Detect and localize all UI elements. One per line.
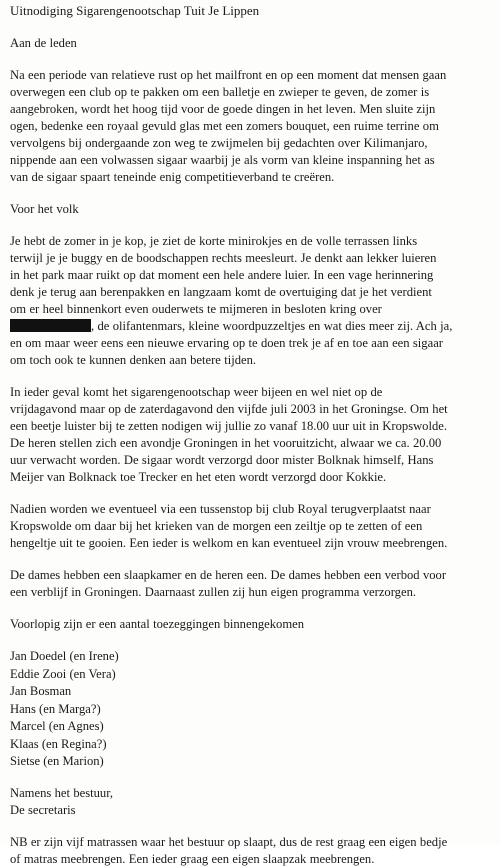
text-line: denk je terug aan berenpakken en langzaam komt de overtuiging dat je het verdient xyxy=(10,285,432,299)
meeting-paragraph xyxy=(10,384,490,486)
list-item: Sietse (en Marion) xyxy=(10,754,104,768)
letter-title: Uitnodiging Sigarengenootschap Tuit Je Lippen xyxy=(10,3,260,18)
text-line: en om maar weer eens een nieuwe ervaring op te doen trek je af en toe aan een sigaar xyxy=(10,336,443,350)
text-line: NB er zijn vijf matrassen waar het bestuur op slaapt, dus de rest graag een eigen bedje xyxy=(10,834,448,849)
text-line: een beetje luister bij te zetten nodigen wij jullie zo vanaf 18.00 uur uit in Kropswolde. xyxy=(10,419,448,433)
redaction-block xyxy=(10,319,91,332)
afterwards-paragraph xyxy=(10,501,490,552)
attendee-list xyxy=(10,648,490,771)
text-line-with-redaction xyxy=(10,318,490,335)
text-line: In ieder geval komt het sigarengenootschap weer bijeen en wel niet op de xyxy=(10,385,383,399)
signature-line: De secretaris xyxy=(10,802,76,817)
text-line: overwegen een club op te pakken om een balletje en zwieper te geven, de zomer is xyxy=(10,85,430,99)
text-line: van de sigaar spaart teneinde enig competitieverband te creëren. xyxy=(10,170,335,184)
text-line: nippende aan een volwassen sigaar waarbij je als vorm van kleine inspanning het as xyxy=(10,153,435,167)
text-line: Je hebt de zomer in je kop, je ziet de korte minirokjes en de volle terrassen links xyxy=(10,234,418,248)
text-line: Na een periode van relatieve rust op het mailfront en op een moment dat mensen gaan xyxy=(10,68,447,82)
text-line: in het park maar ruikt op dat moment een hele andere luier. In een vage herinnering xyxy=(10,268,434,282)
list-item: Jan Doedel (en Irene) xyxy=(10,649,119,663)
text-line: De heren stellen zich een avondje Groningen in het vooruitzicht, alwaar we ca. 20.00 xyxy=(10,436,442,450)
text-line: om er heel binnenkort even ouderwets te mijmeren in besloten kring over xyxy=(10,302,382,316)
text-line: vervolgens bij ondergaande zon weg te zwijmelen bij gedachten over Kilimanjaro, xyxy=(10,136,428,150)
text-line: Kropswolde om daar bij het krieken van de morgen een zeiltje op te zetten of een xyxy=(10,519,423,533)
section-heading: Voor het volk xyxy=(10,202,79,216)
list-item: Klaas (en Regina?) xyxy=(10,736,107,751)
commitments-intro: Voorlopig zijn er een aantal toezeggingen binnengekomen xyxy=(10,617,305,631)
ladies-paragraph xyxy=(10,567,490,601)
intro-paragraph xyxy=(10,67,490,186)
text-line: hengeltje uit te gooien. Een ieder is welkom en kan eventueel zijn vrouw meebrengen. xyxy=(10,536,448,550)
salutation: Aan de leden xyxy=(10,36,77,50)
text-line: Nadien worden we eventueel via een tussenstop bij club Royal terugverplaatst naar xyxy=(10,502,431,516)
text-line: Meijer van Bolknack toe Trecker en het eten wordt verzorgd door Kokkie. xyxy=(10,470,387,484)
text-line: vrijdagavond maar op de zaterdagavond den vijfde juli 2003 in het Groningse. Om het xyxy=(10,402,448,416)
text-line: aangebroken, wordt het hoog tijd voor de goede dingen in het leven. Men sluite zijn xyxy=(10,102,436,116)
list-item: Hans (en Marga?) xyxy=(10,701,101,716)
list-item: Eddie Zooi (en Vera) xyxy=(10,666,116,681)
text-line: of matras meebrengen. Een ieder graag een eigen slaapzak meebrengen. xyxy=(10,851,375,866)
text-line: terwijl je je buggy en de boodschappen rechts meesleurt. Je denkt aan lekker luieren xyxy=(10,251,437,265)
list-item: Jan Bosman xyxy=(10,684,72,698)
text-line: ogen, bedenke een royaal gevuld glas met een zomers bouquet, een ruime terrine om xyxy=(10,119,439,133)
signature-line: Namens het bestuur, xyxy=(10,785,114,800)
volk-paragraph xyxy=(10,233,490,369)
text-line: om toch ook te kunnen denken aan betere tijden. xyxy=(10,353,257,367)
signature xyxy=(10,785,490,819)
nb-paragraph xyxy=(10,834,490,868)
text-after-redaction: , de olifantenmars, kleine woordpuzzeltjes en wat dies meer zij. Ach ja, xyxy=(91,319,453,333)
text-line: uur verwacht worden. De sigaar wordt verzorgd door mister Bolknak himself, Hans xyxy=(10,453,434,467)
text-line: De dames hebben een slaapkamer en de heren een. De dames hebben een verbod voor xyxy=(10,568,447,582)
text-line: een verblijf in Groningen. Daarnaast zullen zij hun eigen programma verzorgen. xyxy=(10,585,417,599)
list-item: Marcel (en Agnes) xyxy=(10,719,104,733)
